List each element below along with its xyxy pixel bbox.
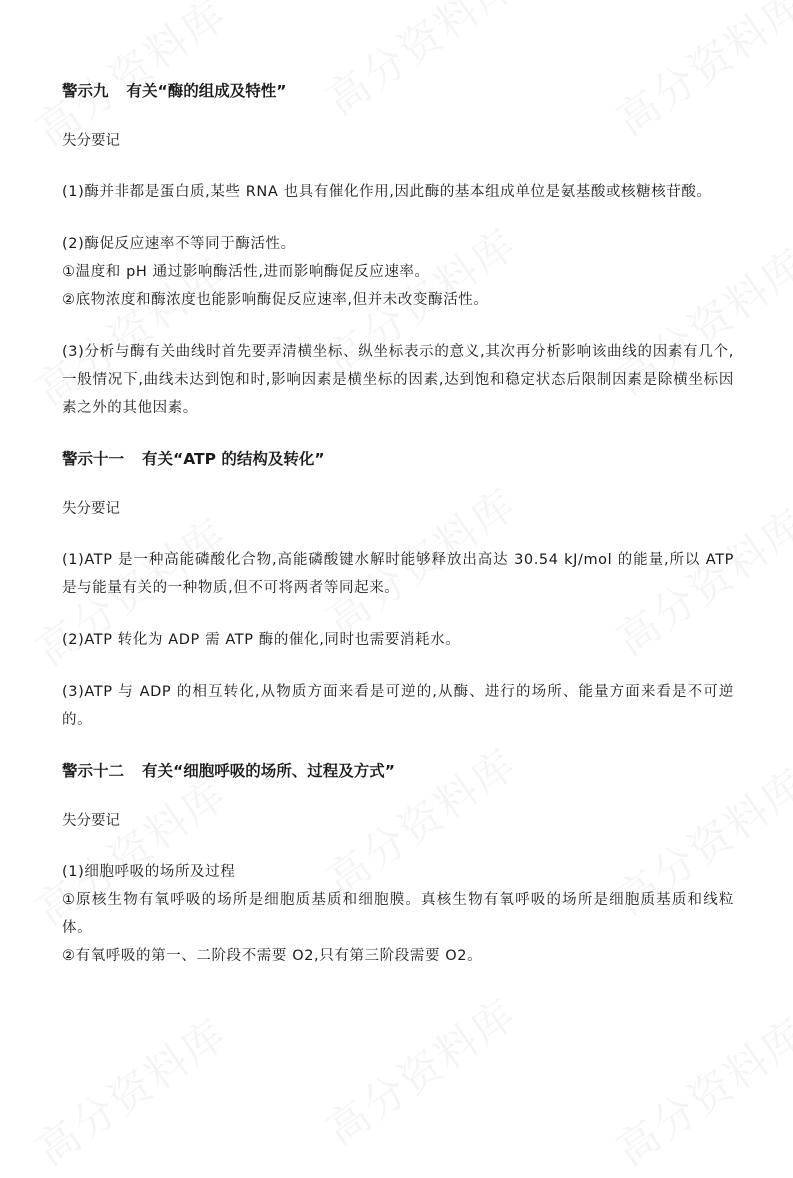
paragraph-item: ②底物浓度和酶浓度也能影响酶促反应速率,但并未改变酶活性。	[62, 292, 489, 308]
paragraph-item: ①温度和 pH 通过影响酶活性,进而影响酶促反应速率。	[62, 264, 430, 280]
section-number: 警示十二	[62, 762, 125, 780]
section	[62, 758, 734, 970]
paragraph: (3)ATP 与 ADP 的相互转化,从物质方面来看是可逆的,从酶、进行的场所、能量方面来看是不可逆的。	[62, 684, 734, 728]
paragraph: (2)ATP 转化为 ADP 需 ATP 酶的催化,同时也需要消耗水。	[62, 632, 461, 648]
paragraph: (1)ATP 是一种高能磷酸化合物,高能磷酸键水解时能够释放出高达 30.54 kJ/mol 的能量,所以 ATP 是与能量有关的一种物质,但不可将两者等同起来。	[62, 552, 734, 596]
watermark	[23, 1002, 238, 1177]
watermark	[313, 982, 528, 1157]
paragraph: (3)分析与酶有关曲线时首先要弄清横坐标、纵坐标表示的意义,其次再分析影响该曲线的因素有几个,一般情况下,曲线未达到饱和时,影响因素是横坐标的因素,达到饱和稳定状态后限制因素是除横坐标因素之外的其他因素。	[62, 344, 734, 416]
section-heading: 有关“ATP 的结构及转化”	[142, 450, 325, 468]
paragraph: (1)细胞呼吸的场所及过程	[62, 864, 236, 880]
section-subhead: 失分要记	[62, 813, 120, 829]
section-subhead: 失分要记	[62, 501, 120, 517]
paragraph-item: ①原核生物有氧呼吸的场所是细胞质基质和细胞膜。真核生物有氧呼吸的场所是细胞质基质和线粒体。	[62, 892, 734, 936]
section-number: 警示十一	[62, 450, 125, 468]
paragraph: (2)酶促反应速率不等同于酶活性。	[62, 236, 296, 252]
paragraph: (1)酶并非都是蛋白质,某些 RNA 也具有催化作用,因此酶的基本组成单位是氨基酸或核糖核苷酸。	[62, 184, 712, 200]
section-subhead: 失分要记	[62, 133, 120, 149]
document-body	[62, 78, 734, 970]
section	[62, 446, 734, 734]
section-heading: 有关“细胞呼吸的场所、过程及方式”	[142, 762, 395, 780]
section-title	[62, 446, 734, 472]
watermark	[603, 1002, 793, 1177]
paragraph-item: ②有氧呼吸的第一、二阶段不需要 O2,只有第三阶段需要 O2。	[62, 948, 483, 964]
section-title	[62, 78, 734, 104]
section-heading: 有关“酶的组成及特性”	[126, 82, 287, 100]
section-number: 警示九	[62, 82, 109, 100]
section-title	[62, 758, 734, 784]
section	[62, 78, 734, 422]
